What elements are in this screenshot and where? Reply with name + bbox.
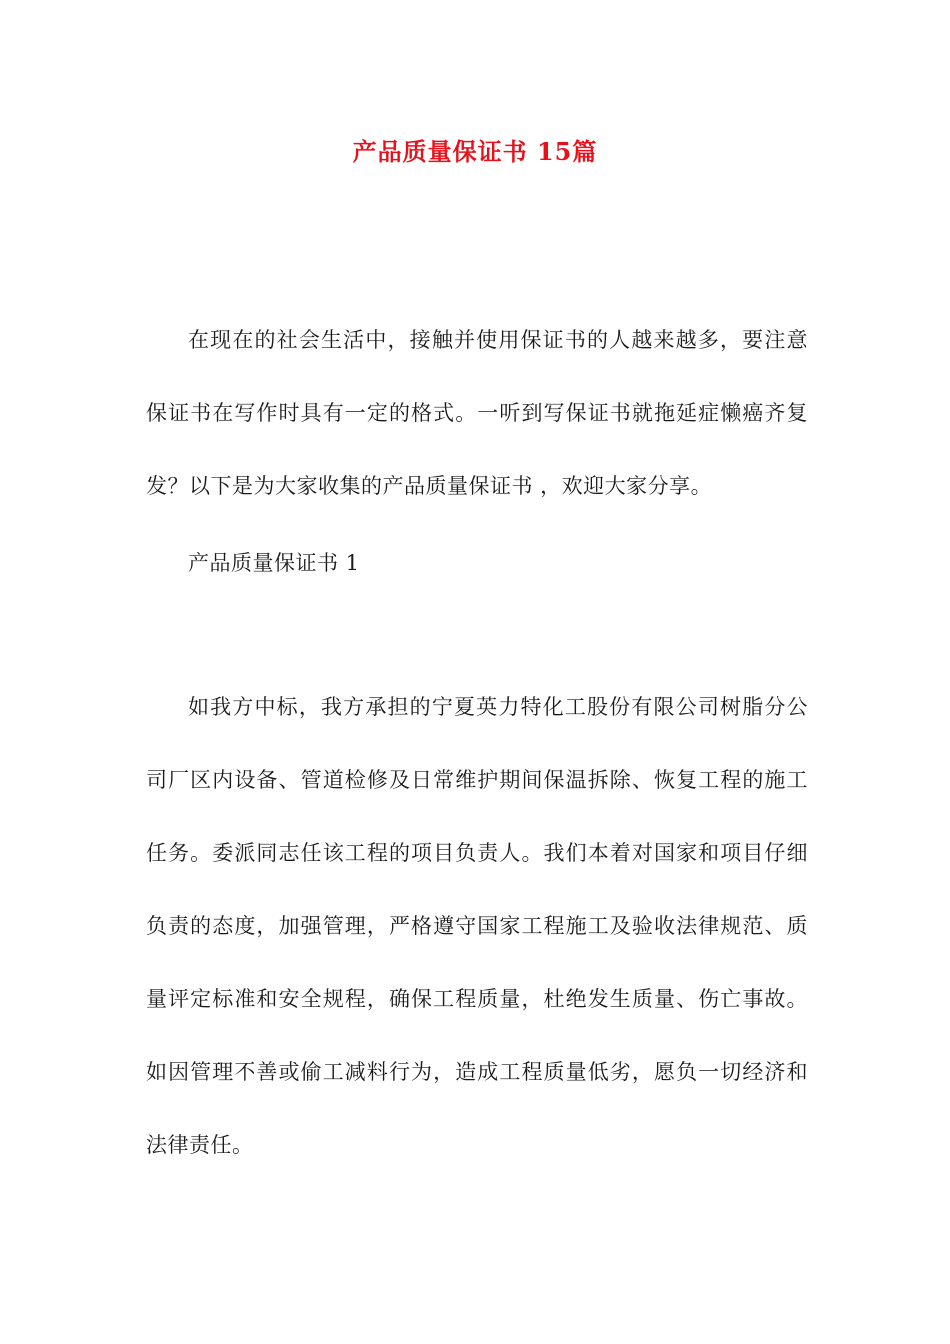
section-heading: 产品质量保证书 1	[188, 551, 360, 575]
intro-paragraph: 在现在的社会生活中，接触并使用保证书的人越来越多，要注意保证书在写作时具有一定的格式。一听到写保证书就拖延症懒癌齐复发？以下是为大家收集的产品质量保证书 ，欢迎大家分享。	[146, 328, 808, 498]
document-title: 产品质量保证书 15篇	[352, 137, 598, 166]
body-paragraph: 如我方中标，我方承担的宁夏英力特化工股份有限公司树脂分公司厂区内设备、管道检修及日常维护期间保温拆除、恢复工程的施工任务。委派同志任该工程的项目负责人。我们本着对国家和项目仔细负责的态度，加强管理，严格遵守国家工程施工及验收法律规范、质量评定标准和安全规程，确保工程质量，杜绝发生质量、伤亡事故。如因管理不善或偷工减料行为，造成工程质量低劣，愿负一切经济和法律责任。	[146, 695, 808, 1157]
